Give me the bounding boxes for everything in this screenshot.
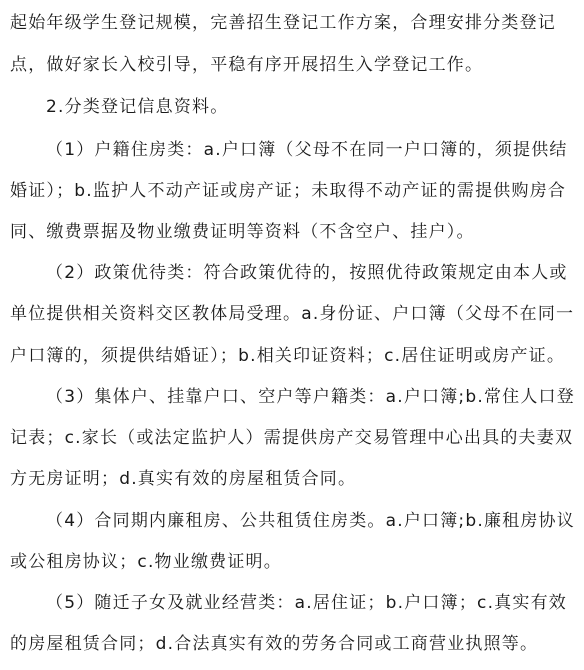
item-1-line-3: 同、缴费票据及物业缴费证明等资料（不含空户、挂户）。 — [10, 222, 475, 242]
item-4-line-1: （4）合同期内廉租房、公共租赁住房类。a.户口簿;b.廉租房协议 — [46, 511, 575, 531]
item-5-line-2: 的房屋租赁合同；d.合法真实有效的劳务合同或工商营业执照等。 — [10, 634, 539, 654]
item-3-line-2: 记表；c.家长（或法定监护人）需提供房产交易管理中心出具的夫妻双 — [10, 428, 574, 448]
item-1-line-1: （1）户籍住房类：a.户口簿（父母不在同一户口簿的，须提供结 — [46, 140, 568, 160]
item-5-line-1: （5）随迁子女及就业经营类：a.居住证；b.户口簿；c.真实有效 — [46, 593, 567, 613]
item-2-line-3: 户口簿的，须提供结婚证）；b.相关印证资料；c.居住证明或房产证。 — [10, 346, 566, 366]
item-2-line-2: 单位提供相关资料交区教体局受理。a.身份证、户口簿（父母不在同一 — [10, 304, 575, 324]
item-1-line-2: 婚证）；b.监护人不动产证或房产证；未取得不动产证的需提供购房合 — [10, 181, 567, 201]
item-4-line-2: 或公租房协议；c.物业缴费证明。 — [10, 552, 282, 572]
para-intro-line-2: 点，做好家长入校引导，平稳有序开展招生入学登记工作。 — [10, 55, 484, 75]
para-intro-line-1: 起始年级学生登记规模，完善招生登记工作方案，合理安排分类登记 — [10, 13, 556, 33]
item-3-line-3: 方无房证明；d.真实有效的房屋租赁合同。 — [10, 469, 357, 489]
item-3-line-1: （3）集体户、挂靠户口、空户等户籍类：a.户口簿;b.常住人口登 — [46, 387, 575, 407]
section-heading: 2.分类登记信息资料。 — [46, 97, 229, 117]
item-2-line-1: （2）政策优待类：符合政策优待的，按照优待政策规定由本人或 — [46, 263, 568, 283]
